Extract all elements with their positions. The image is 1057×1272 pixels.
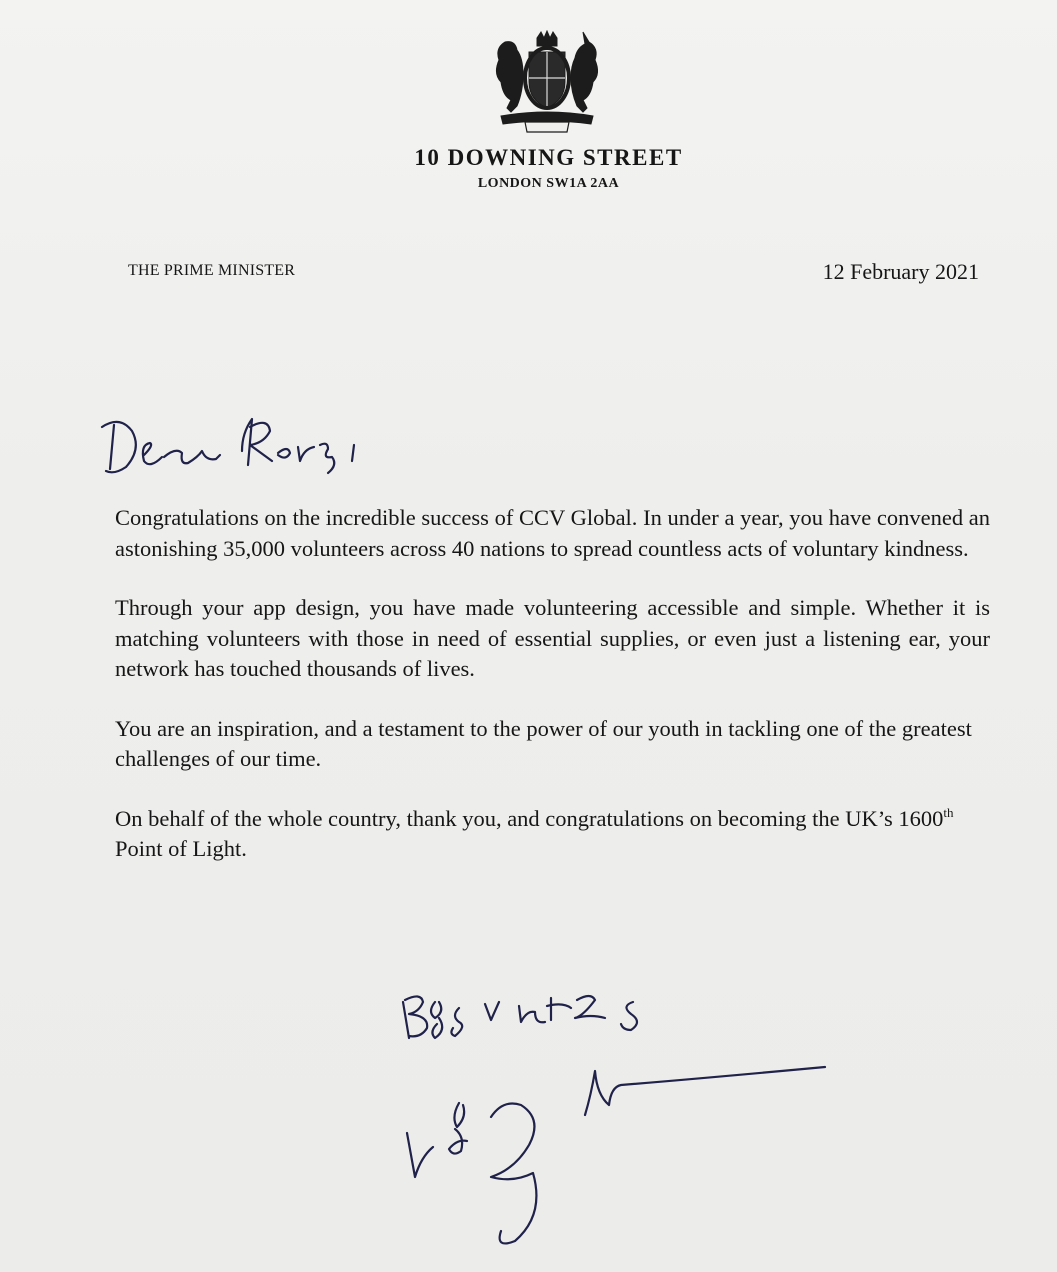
letter-body bbox=[115, 503, 990, 894]
royal-coat-of-arms-icon bbox=[487, 30, 607, 136]
ordinal-suffix: th bbox=[943, 804, 954, 820]
handwritten-signature bbox=[395, 1065, 845, 1255]
final-paragraph-text: On behalf of the whole country, thank you, and congratulations on becoming the UK’s 1600 bbox=[115, 805, 944, 831]
handwritten-salutation bbox=[92, 405, 382, 485]
body-paragraph: Congratulations on the incredible success of CCV Global. In under a year, you have convened an astonishing 35,000 volunteers across 40 nations to spread countless acts of voluntary kindness. bbox=[115, 505, 990, 561]
letterhead-title: 10 DOWNING STREET bbox=[414, 145, 683, 170]
body-paragraph: You are an inspiration, and a testament to the power of our youth in tackling one of the greatest challenges of our time. bbox=[115, 715, 972, 771]
letter-date: 12 February 2021 bbox=[822, 259, 979, 284]
handwritten-closing bbox=[395, 972, 675, 1052]
body-paragraph-final bbox=[115, 804, 990, 865]
body-paragraph: Through your app design, you have made volunteering accessible and simple. Whether it is matching volunteers with those in need of essential supplies, or even just a listening ear, your network has touched thousands of lives. bbox=[115, 595, 990, 681]
sender-title: THE PRIME MINISTER bbox=[128, 262, 296, 279]
final-paragraph-end: Point of Light. bbox=[115, 836, 247, 861]
letterhead-address: LONDON SW1A 2AA bbox=[477, 176, 620, 191]
